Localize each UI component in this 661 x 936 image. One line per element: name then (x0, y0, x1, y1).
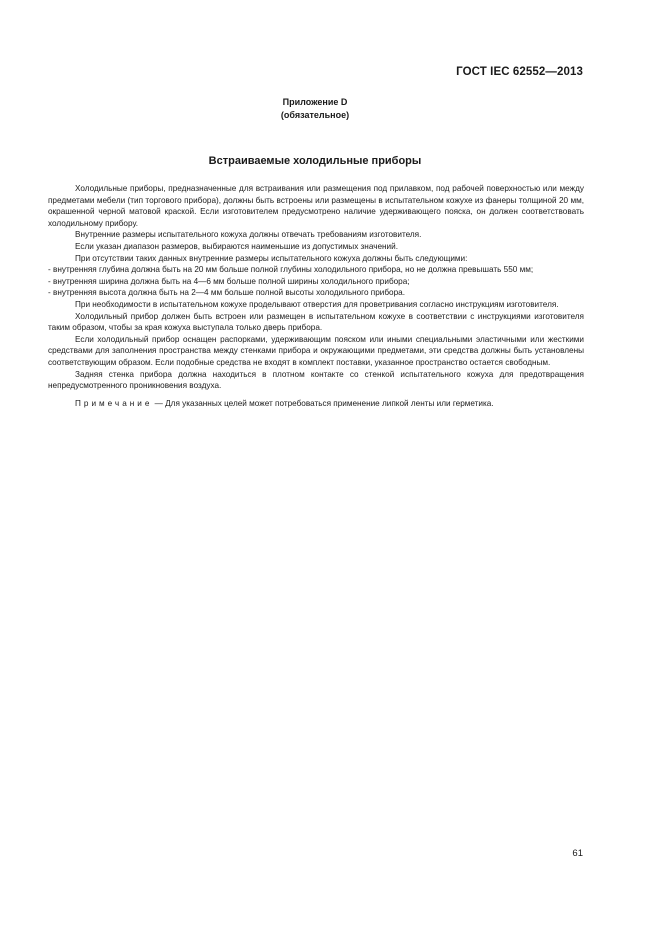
note (48, 398, 584, 410)
list-item: - внутренняя ширина должна быть на 4—6 мм больше полной ширины холодильного прибора; (48, 276, 410, 286)
paragraph: Если указан диапазон размеров, выбираются наименьшие из допустимых значений. (75, 241, 398, 251)
section-title: Встраиваемые холодильные приборы (208, 155, 422, 167)
standard-code: ГОСТ IEC 62552—2013 (456, 66, 583, 78)
paragraph: При необходимости в испытательном кожухе проделывают отверстия для проветривания согласно инструкциям изготовителя. (75, 299, 559, 309)
annex-heading (0, 96, 630, 122)
paragraph: При отсутствии таких данных внутренние размеры испытательного кожуха должны быть следующими: (75, 253, 468, 263)
annex-status: (обязательное) (280, 110, 350, 120)
list-item: - внутренняя высота должна быть на 2—4 мм больше полной высоты холодильного прибора. (48, 288, 405, 298)
paragraph: Внутренние размеры испытательного кожуха должны отвечать требованиям изготовителя. (75, 230, 422, 240)
paragraph: Холодильный прибор должен быть встроен или размещен в испытательном кожухе в соответствии с инструкциями изготовителя таким образом, чтобы за края кожуха выступала только дверь прибора. (48, 311, 584, 333)
paragraph: Холодильные приборы, предназначенные для встраивания или размещения под прилавком, под рабочей поверхностью или между предметами мебели (тип торгового прибора), должны быть встроены или размещены в испытательном кожухе из фанеры толщиной 20 мм, окрашенной черной матовой краской. Если изготовителем предусмотрено наличие удерживающего пояска, он должен соответствовать холодильному прибору. (48, 184, 584, 228)
body-text (48, 183, 584, 409)
note-label: Примечание (75, 398, 153, 408)
page-number: 61 (572, 848, 583, 859)
paragraph: Задняя стенка прибора должна находиться в плотном контакте со стенкой испытательного кожуха для предотвращения непредусмотренного проникновения воздуха. (48, 369, 584, 391)
note-text: — Для указанных целей может потребоваться применение липкой ленты или герметика. (152, 398, 494, 408)
paragraph: Если холодильный прибор оснащен распорками, удерживающим пояском или иными специальными эластичными или жесткими средствами для заполнения пространства между стенками прибора и окружающими предметами, эти средства должны быть установлены соответствующим образом. Если подобные средства не входят в комплект поставки, указанное пространство остается свободным. (48, 334, 584, 367)
list-item: - внутренняя глубина должна быть на 20 мм больше полной глубины холодильного прибора, но не должна превышать 550 мм; (48, 265, 534, 275)
annex-title: Приложение D (282, 97, 348, 107)
